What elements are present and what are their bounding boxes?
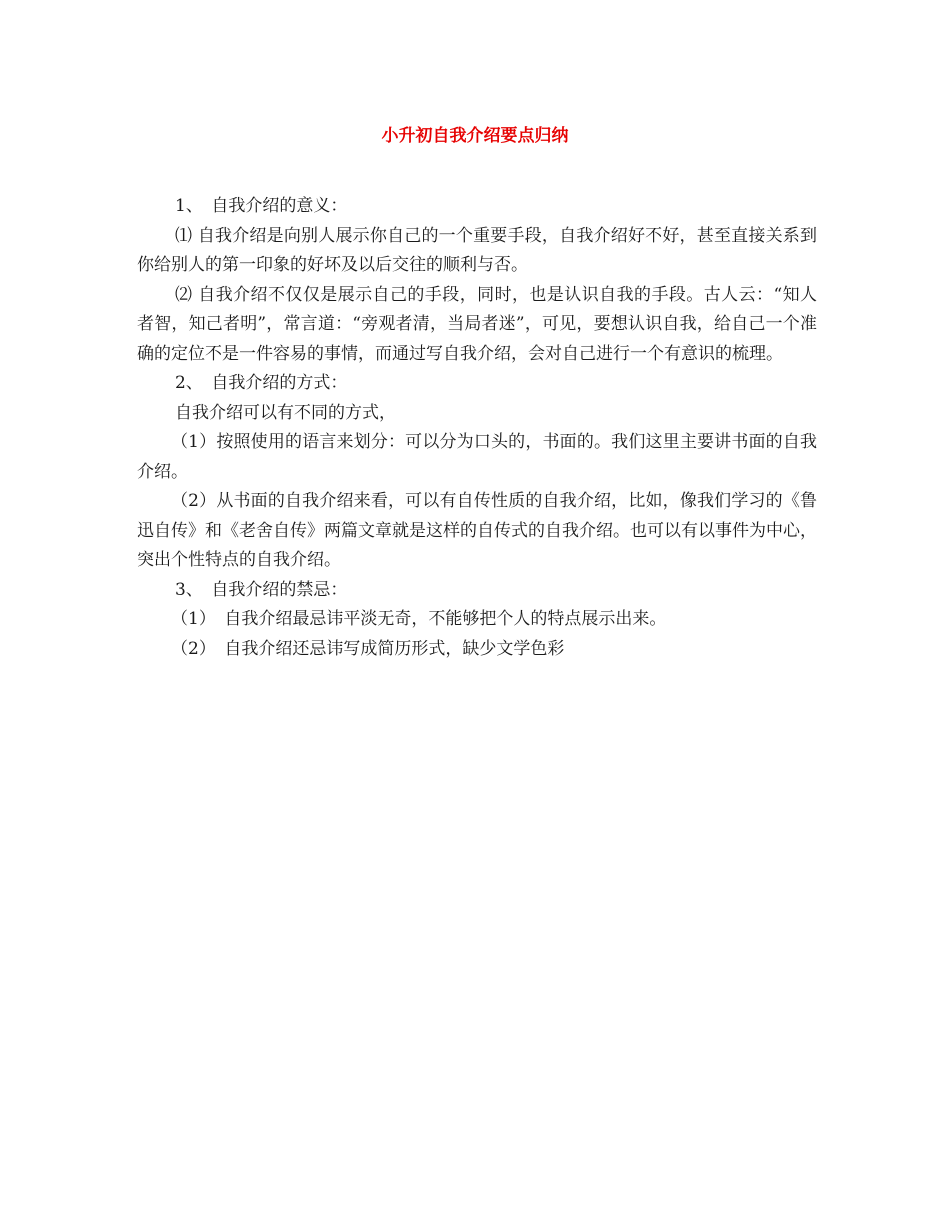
paragraph-taboos-2: （2） 自我介绍还忌讳写成简历形式，缺少文学色彩 bbox=[171, 638, 565, 659]
paragraph-methods-1: （1）按照使用的语言来划分：可以分为口头的，书面的。我们这里主要讲书面的自我介绍。 bbox=[137, 432, 817, 482]
section-heading-taboos: 3、 自我介绍的禁忌： bbox=[175, 579, 348, 600]
paragraph-meaning-1: ⑴ 自我介绍是向别人展示你自己的一个重要手段，自我介绍好不好，甚至直接关系到你给别人的第一印象的好坏及以后交往的顺利与否。 bbox=[137, 225, 817, 275]
section-heading-methods: 2、 自我介绍的方式： bbox=[175, 373, 348, 393]
paragraph-methods-intro: 自我介绍可以有不同的方式， bbox=[175, 402, 396, 423]
section-heading-meaning: 1、 自我介绍的意义： bbox=[175, 196, 348, 216]
paragraph-taboos-1: （1） 自我介绍最忌讳平淡无奇，不能够把个人的特点展示出来。 bbox=[171, 609, 667, 629]
document-title: 小升初自我介绍要点归纳 bbox=[381, 126, 569, 146]
paragraph-meaning-2: ⑵ 自我介绍不仅仅是展示自己的手段，同时，也是认识自我的手段。古人云：“知人者智，知己者明”，常言道：“旁观者清，当局者迷”，可见，要想认识自我，给自己一个准确的定位不是一件容易的事情，而通过写自我介绍，会对自己进行一个有意识的梳理。 bbox=[137, 284, 817, 364]
paragraph-methods-2: （2）从书面的自我介绍来看，可以有自传性质的自我介绍，比如，像我们学习的《鲁迅自传》和《老舍自传》两篇文章就是这样的自传式的自我介绍。也可以有以事件为中心，突出个性特点的自我介绍。 bbox=[137, 491, 817, 570]
document-body bbox=[137, 192, 817, 664]
